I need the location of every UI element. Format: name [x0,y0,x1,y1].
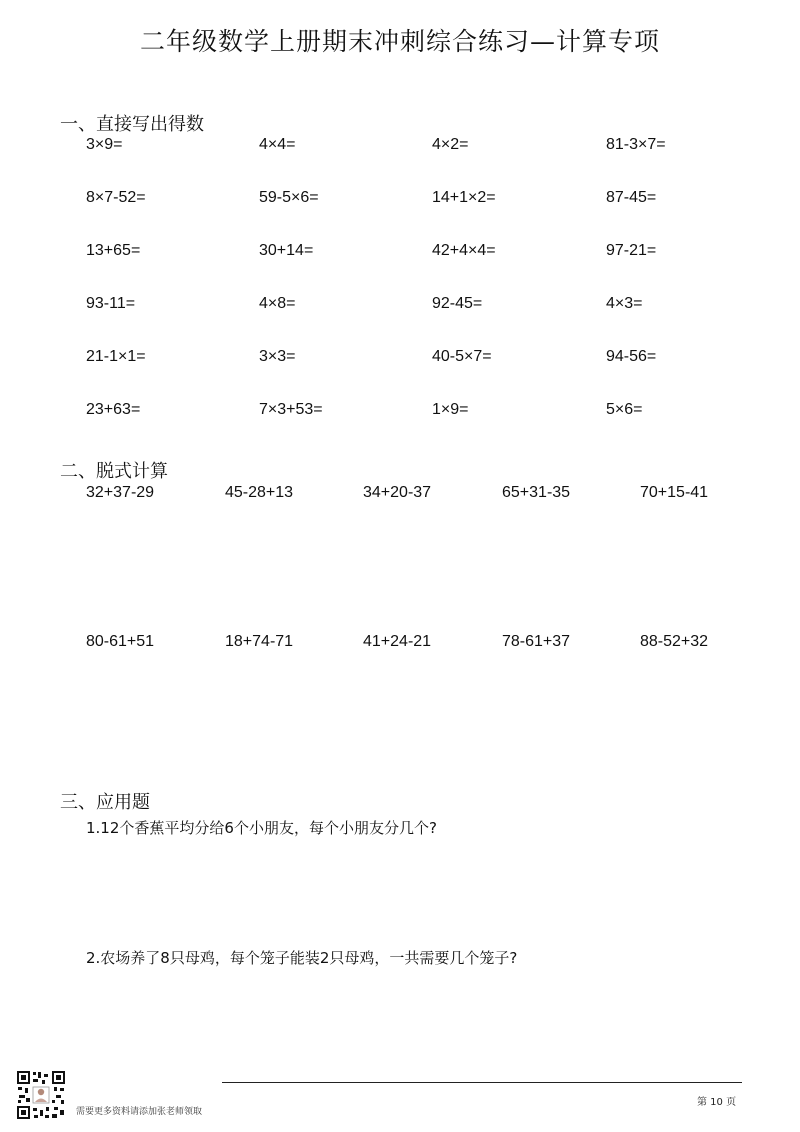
direct-calc-item: 97-21= [606,242,657,259]
direct-calc-item: 42+4×4= [432,242,496,259]
stepwise-calc-item: 32+37-29 [86,484,155,501]
page-number: 第 10 页 [697,1097,737,1108]
direct-calc-item: 4×2= [432,136,469,153]
direct-calc-item: 21-1×1= [86,348,146,365]
stepwise-calc-item: 34+20-37 [363,484,432,501]
direct-calc-item: 5×6= [606,401,643,418]
stepwise-calc-item: 70+15-41 [640,484,709,501]
direct-calc-row [86,401,786,454]
qr-code-icon [16,1070,66,1120]
section-3-title: 三、应用题 [60,792,150,813]
word-problem-2: 2.农场养了8只母鸡，每个笼子能装2只母鸡，一共需要几个笼子? [86,949,518,967]
direct-calc-item: 92-45= [432,295,483,312]
direct-calc-row [86,242,786,295]
direct-calc-item: 3×9= [86,136,123,153]
section-1-title: 一、直接写出得数 [60,114,204,135]
direct-calc-item: 13+65= [86,242,141,259]
direct-calc-row [86,136,786,189]
direct-calc-item: 1×9= [432,401,469,418]
stepwise-calc-item: 65+31-35 [502,484,571,501]
direct-calc-item: 81-3×7= [606,136,666,153]
direct-calc-row [86,348,786,401]
direct-calc-row [86,295,786,348]
direct-calc-item: 59-5×6= [259,189,319,206]
page-title: 二年级数学上册期末冲刺综合练习—计算专项 [139,27,660,56]
footer-note: 需要更多资料请添加张老师领取 [76,1107,203,1117]
direct-calc-item: 23+63= [86,401,141,418]
footer-divider [222,1082,742,1083]
stepwise-calc-item: 41+24-21 [363,633,432,650]
direct-calc-item: 7×3+53= [259,401,323,418]
direct-calc-item: 30+14= [259,242,314,259]
direct-calc-row [86,189,786,242]
word-problem-1: 1.12个香蕉平均分给6个小朋友，每个小朋友分几个? [86,819,437,837]
direct-calc-item: 4×4= [259,136,296,153]
stepwise-calc-item: 80-61+51 [86,633,155,650]
direct-calc-item: 14+1×2= [432,189,496,206]
stepwise-calc-item: 78-61+37 [502,633,571,650]
direct-calc-item: 40-5×7= [432,348,492,365]
direct-calc-item: 87-45= [606,189,657,206]
stepwise-calc-item: 45-28+13 [225,484,294,501]
section-2-title: 二、脱式计算 [60,461,168,482]
stepwise-calc-item: 18+74-71 [225,633,294,650]
stepwise-calc-item: 88-52+32 [640,633,709,650]
direct-calc-item: 94-56= [606,348,657,365]
direct-calc-item: 3×3= [259,348,296,365]
direct-calc-item: 93-11= [86,295,136,312]
direct-calc-grid [86,136,786,454]
direct-calc-item: 8×7-52= [86,189,146,206]
direct-calc-item: 4×3= [606,295,643,312]
direct-calc-item: 4×8= [259,295,296,312]
